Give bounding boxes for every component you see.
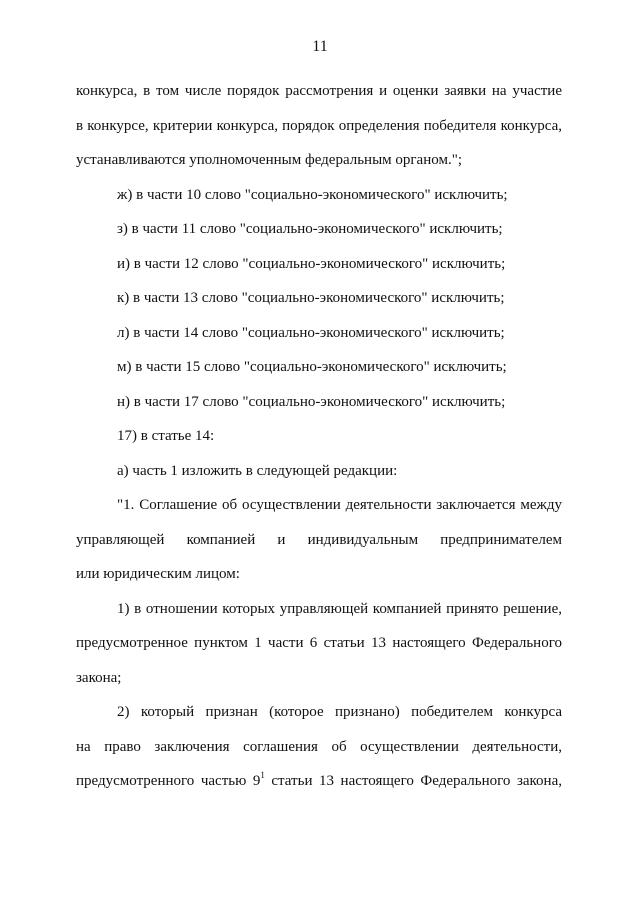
text-fragment: предусмотренного частью 9	[76, 773, 261, 789]
list-item: м) в части 15 слово "социально-экономического" исключить;	[117, 359, 507, 375]
text-line: закона;	[76, 669, 122, 686]
list-item: и) в части 12 слово "социально-экономического" исключить;	[117, 255, 506, 272]
text-line: конкурса, в том числе порядок рассмотрения и оценки заявки на участие	[76, 83, 562, 99]
text-line: или юридическим лицом:	[76, 566, 240, 582]
text-line: управляющей компанией и индивидуальным предпринимателем	[76, 531, 562, 548]
text-line: предусмотренное пунктом 1 части 6 статьи 13 настоящего Федерального	[76, 635, 562, 651]
list-item: н) в части 17 слово "социально-экономического" исключить;	[117, 393, 506, 410]
document-body	[76, 74, 562, 799]
list-item: з) в части 11 слово "социально-экономического" исключить;	[117, 221, 503, 237]
text-line: 2) который признан (которое признано) победителем конкурса	[117, 704, 562, 720]
text-fragment: статьи 13 настоящего Федерального закона,	[264, 773, 562, 789]
text-line: "1. Соглашение об осуществлении деятельности заключается между	[117, 497, 562, 513]
text-line	[76, 764, 562, 799]
text-line: устанавливаются уполномоченным федеральным органом.";	[76, 152, 462, 168]
page-number: 11	[312, 38, 328, 55]
superscript: 1	[260, 770, 265, 780]
list-item: л) в части 14 слово "социально-экономического" исключить;	[117, 324, 505, 341]
text-line: 1) в отношении которых управляющей компанией принято решение,	[117, 600, 562, 617]
list-item: а) часть 1 изложить в следующей редакции:	[117, 462, 398, 479]
list-item: к) в части 13 слово "социально-экономического" исключить;	[117, 290, 505, 306]
article-heading: 17) в статье 14:	[117, 428, 215, 444]
list-item: ж) в части 10 слово "социально-экономического" исключить;	[117, 186, 508, 203]
text-line: на право заключения соглашения об осуществлении деятельности,	[76, 738, 562, 755]
text-line: в конкурсе, критерии конкурса, порядок определения победителя конкурса,	[76, 117, 562, 134]
